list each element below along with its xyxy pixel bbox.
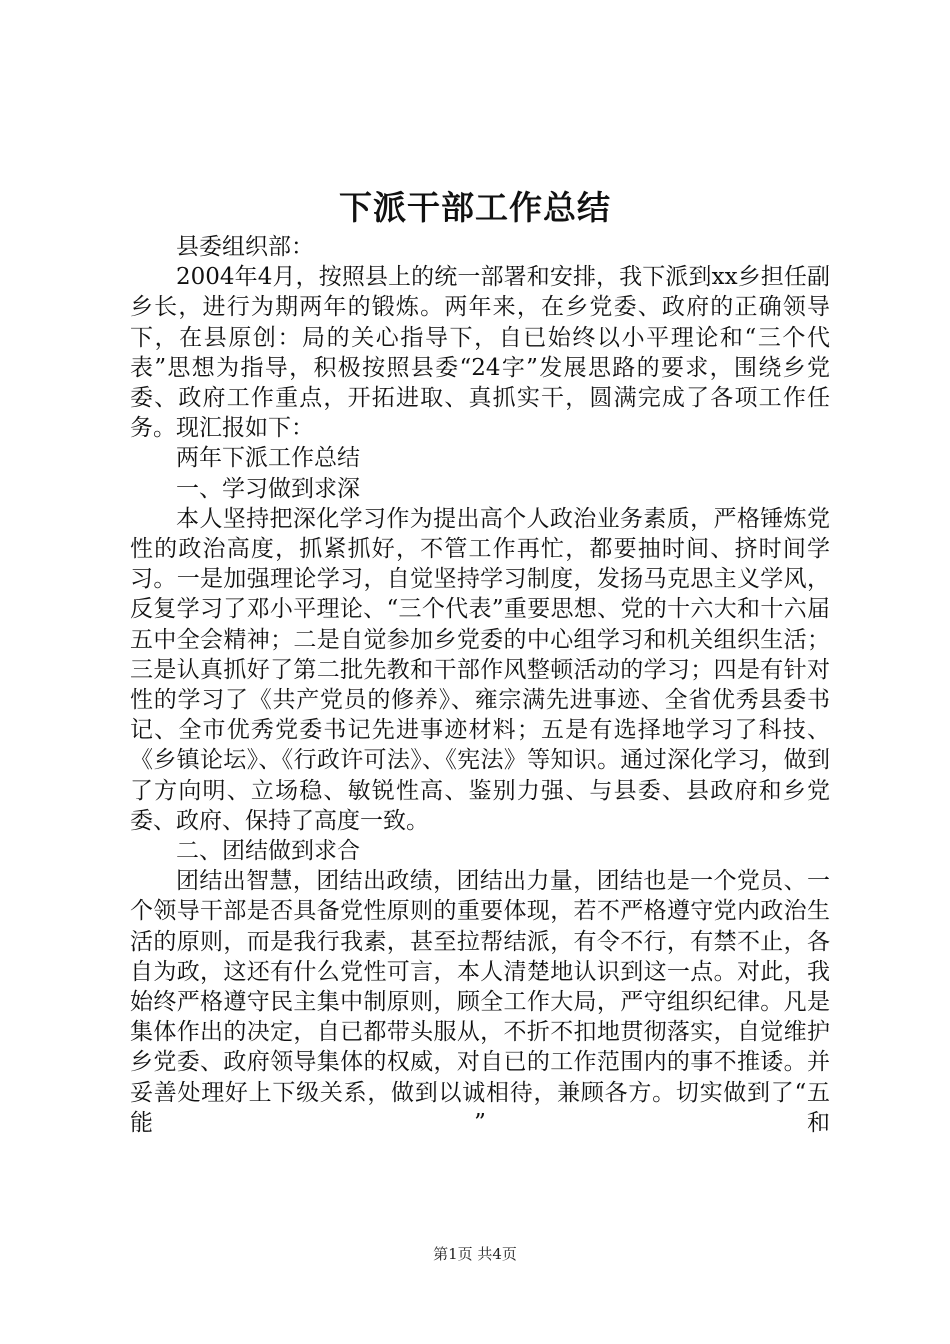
document-title: 下派干部工作总结: [339, 188, 611, 227]
section-heading-study: 一、学习做到求深: [176, 475, 360, 502]
section-heading-summary: 两年下派工作总结: [176, 445, 360, 472]
paragraph-study: 本人坚持把深化学习作为提出高个人政治业务素质，严格锤炼党性的政治高度，抓紧抓好，不管工作再忙，都要抽时间、挤时间学习。一是加强理论学习，自觉坚持学习制度，发扬马克思主义学风，反复学习了邓小平理论、“三个代表”重要思想、党的十六大和十六届五中全会精神；二是自觉参加乡党委的中心组学习和机关组织生活；三是认真抓好了第二批先教和干部作风整顿活动的学习；四是有针对性的学习了《共产党员的修养》、雍宗满先进事迹、全省优秀县委书记、全市优秀党委书记先进事迹材料；五是有选择地学习了科技、《乡镇论坛》、《行政许可法》、《宪法》等知识。通过深化学习，做到了方向明、立场稳、敏锐性高、鉴别力强、与县委、县政府和乡党委、政府、保持了高度一致。: [130, 505, 830, 834]
paragraph-unity: 团结出智慧，团结出政绩，团结出力量，团结也是一个党员、一个领导干部是否具备党性原则的重要体现，若不严格遵守党内政治生活的原则，而是我行我素，甚至拉帮结派，有令不行，有禁不止，各自为政，这还有什么党性可言，本人清楚地认识到这一点。对此，我始终严格遵守民主集中制原则，顾全工作大局，严守组织纪律。凡是集体作出的决定，自已都带头服从，不折不扣地贯彻落实，自觉维护乡党委、政府领导集体的权威，对自已的工作范围内的事不推诿。并妥善处理好上下级关系，做到以诚相待，兼顾各方。切实做到了“五能”和: [130, 868, 830, 1136]
section-heading-unity: 二、团结做到求合: [176, 838, 360, 865]
page-footer: 第1页 共4页: [433, 1245, 517, 1263]
document-body: [130, 232, 830, 1138]
salutation: 县委组织部：: [176, 234, 314, 260]
paragraph-intro: 2004年4月，按照县上的统一部署和安排，我下派到xx乡担任副乡长，进行为期两年的锻炼。两年来，在乡党委、政府的正确领导下，在县原创：局的关心指导下，自已始终以小平理论和“三个代表”思想为指导，积极按照县委“24字”发展思路的要求，围绕乡党委、政府工作重点，开拓进取、真抓实干，圆满完成了各项工作任务。现汇报如下：: [130, 264, 830, 442]
